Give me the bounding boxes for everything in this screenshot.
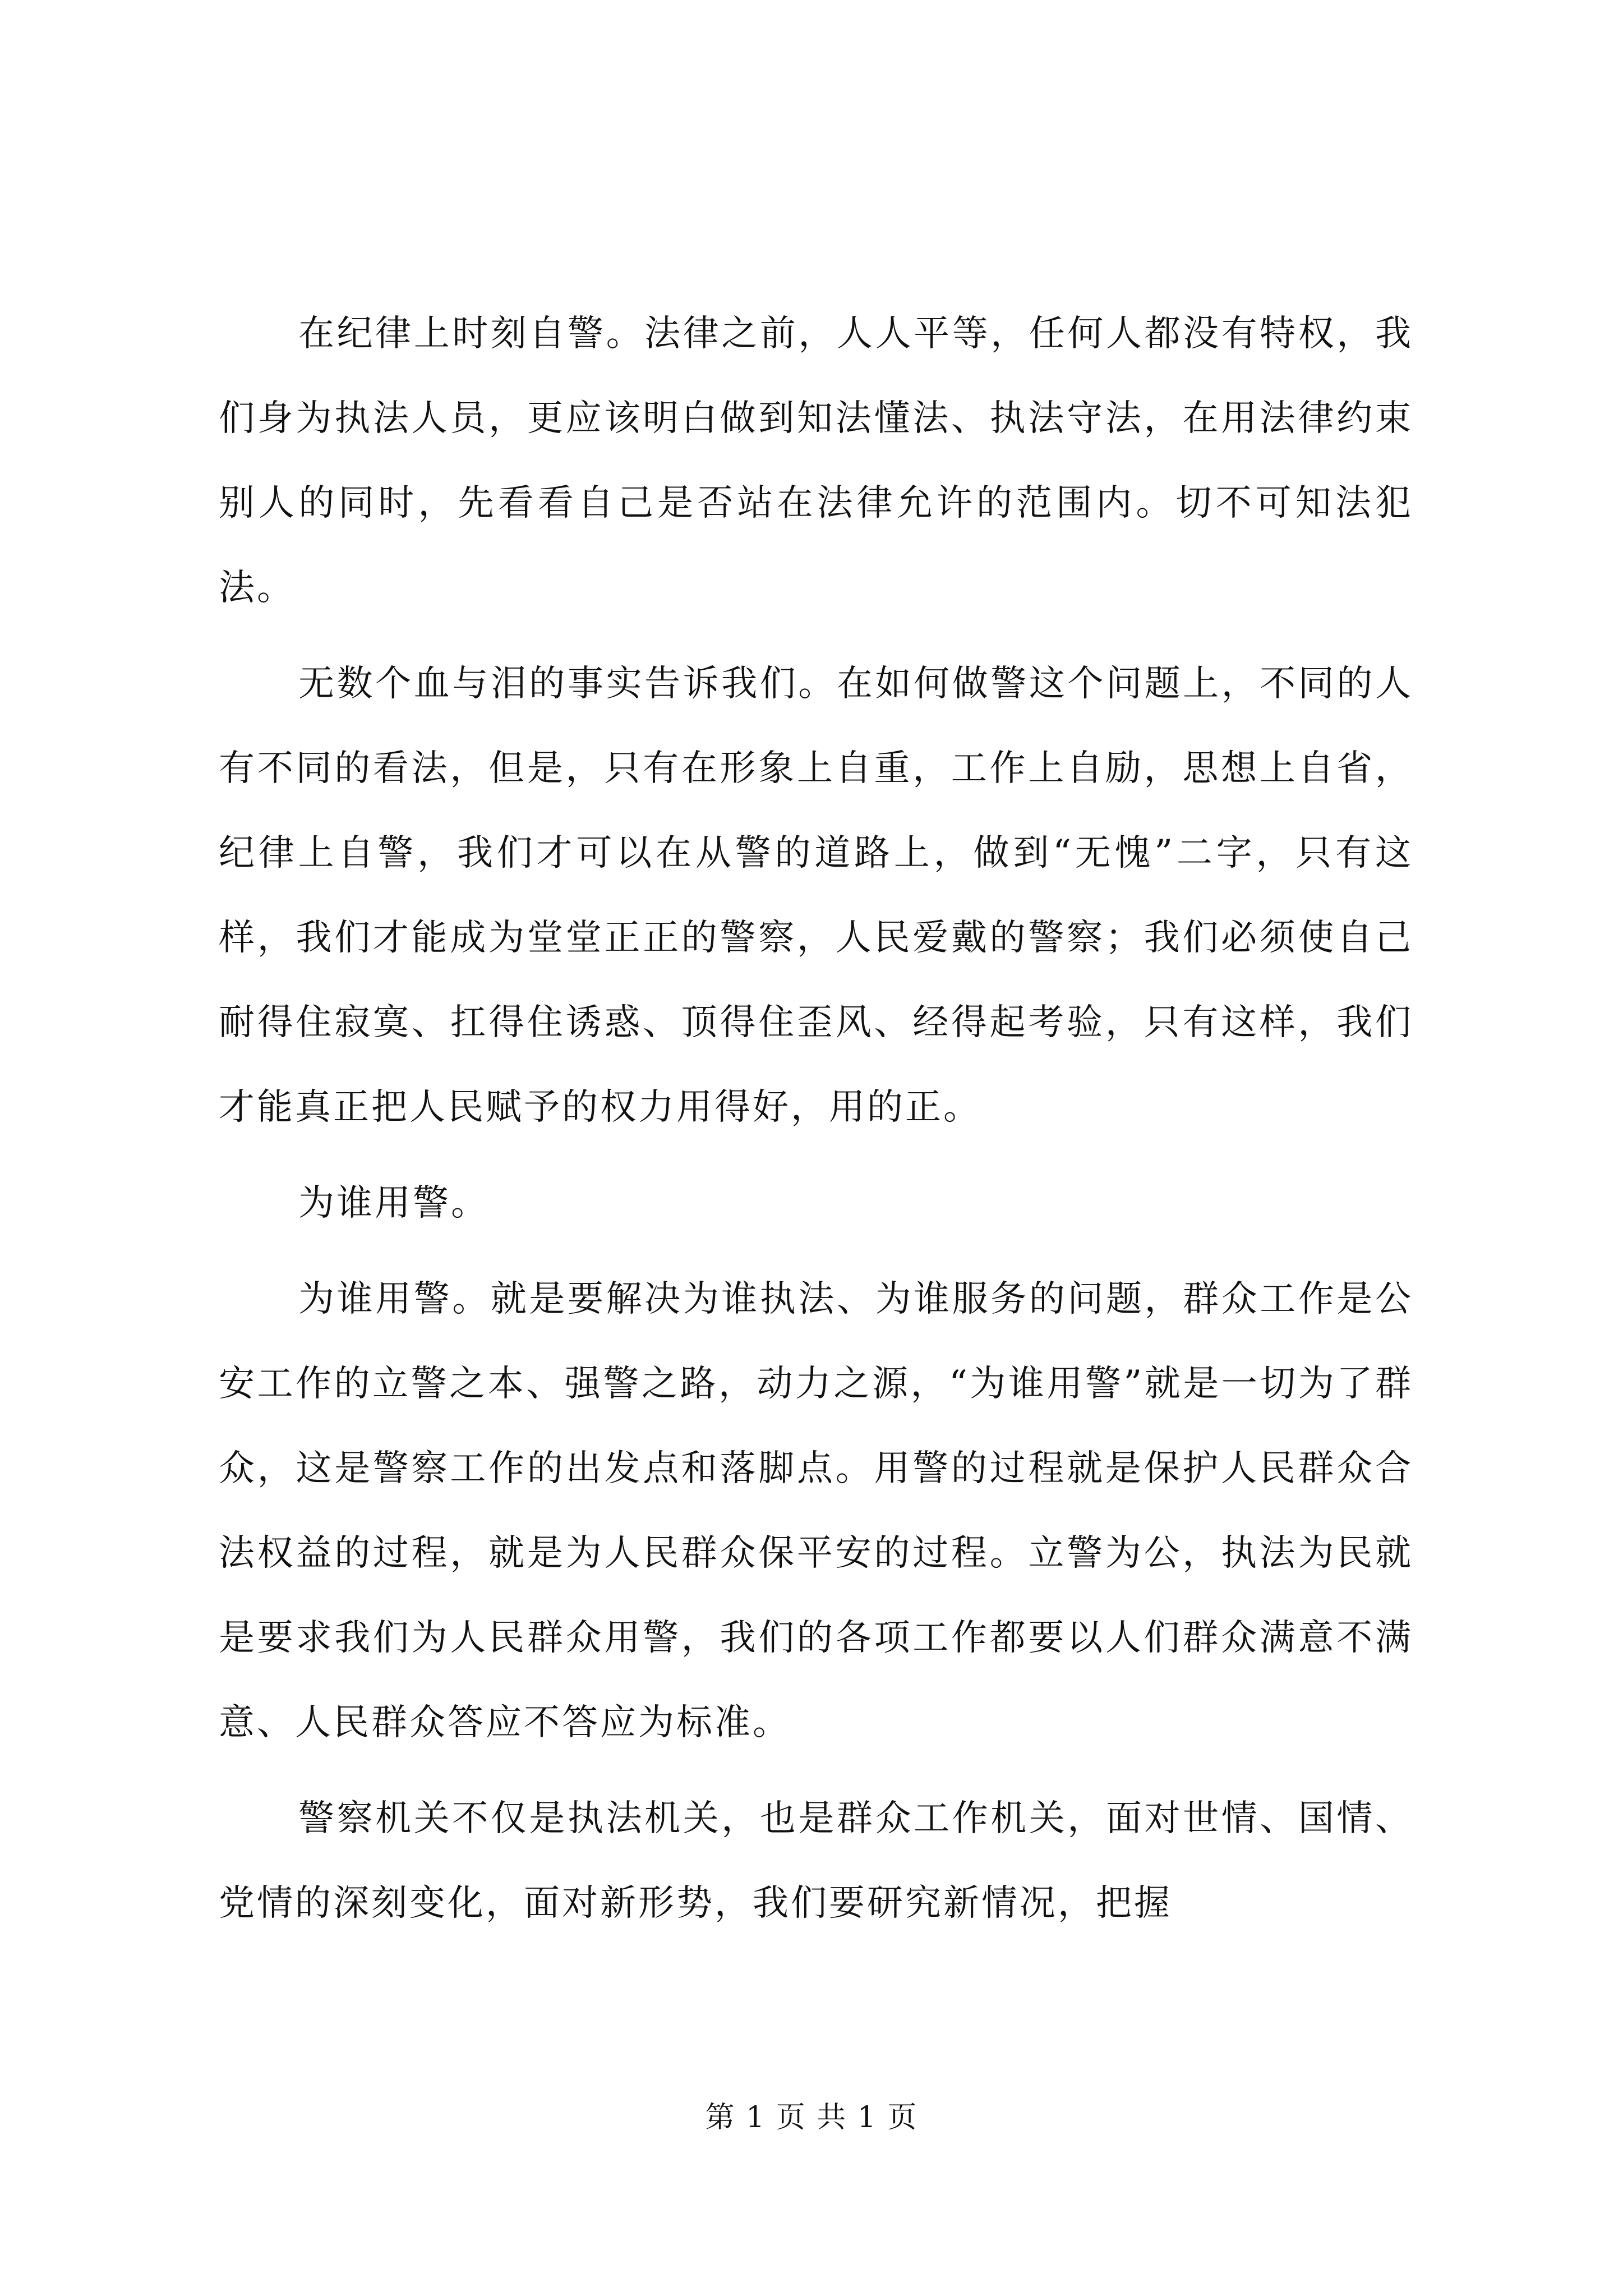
paragraph-4: 为谁用警。就是要解决为谁执法、为谁服务的问题，群众工作是公安工作的立警之本、强警之路，动力之源，“为谁用警”就是一切为了群众，这是警察工作的出发点和落脚点。用警的过程就是保护人民群众合法权益的过程，就是为人民群众保平安的过程。立警为公，执法为民就是要求我们为人民群众用警，我们的各项工作都要以人们群众满意不满意、人民群众答应不答应为标准。 xyxy=(219,1278,1413,1743)
document-body xyxy=(219,292,1413,1957)
page-footer: 第 1 页 共 1 页 xyxy=(705,2101,918,2134)
paragraph-1: 在纪律上时刻自警。法律之前，人人平等，任何人都没有特权，我们身为执法人员，更应该明白做到知法懂法、执法守法，在用法律约束别人的同时，先看看自己是否站在法律允许的范围内。切不可知法犯法。 xyxy=(219,313,1413,609)
paragraph-2: 无数个血与泪的事实告诉我们。在如何做警这个问题上，不同的人有不同的看法，但是，只有在形象上自重，工作上自励，思想上自省，纪律上自警，我们才可以在从警的道路上，做到“无愧”二字，只有这样，我们才能成为堂堂正正的警察，人民爱戴的警察；我们必须使自己耐得住寂寞、扛得住诱惑、顶得住歪风、经得起考验，只有这样，我们才能真正把人民赋予的权力用得好，用的正。 xyxy=(219,663,1413,1128)
paragraph-5: 警察机关不仅是执法机关，也是群众工作机关，面对世情、国情、党情的深刻变化，面对新形势，我们要研究新情况，把握 xyxy=(219,1798,1413,1924)
paragraph-3: 为谁用警。 xyxy=(298,1182,489,1224)
